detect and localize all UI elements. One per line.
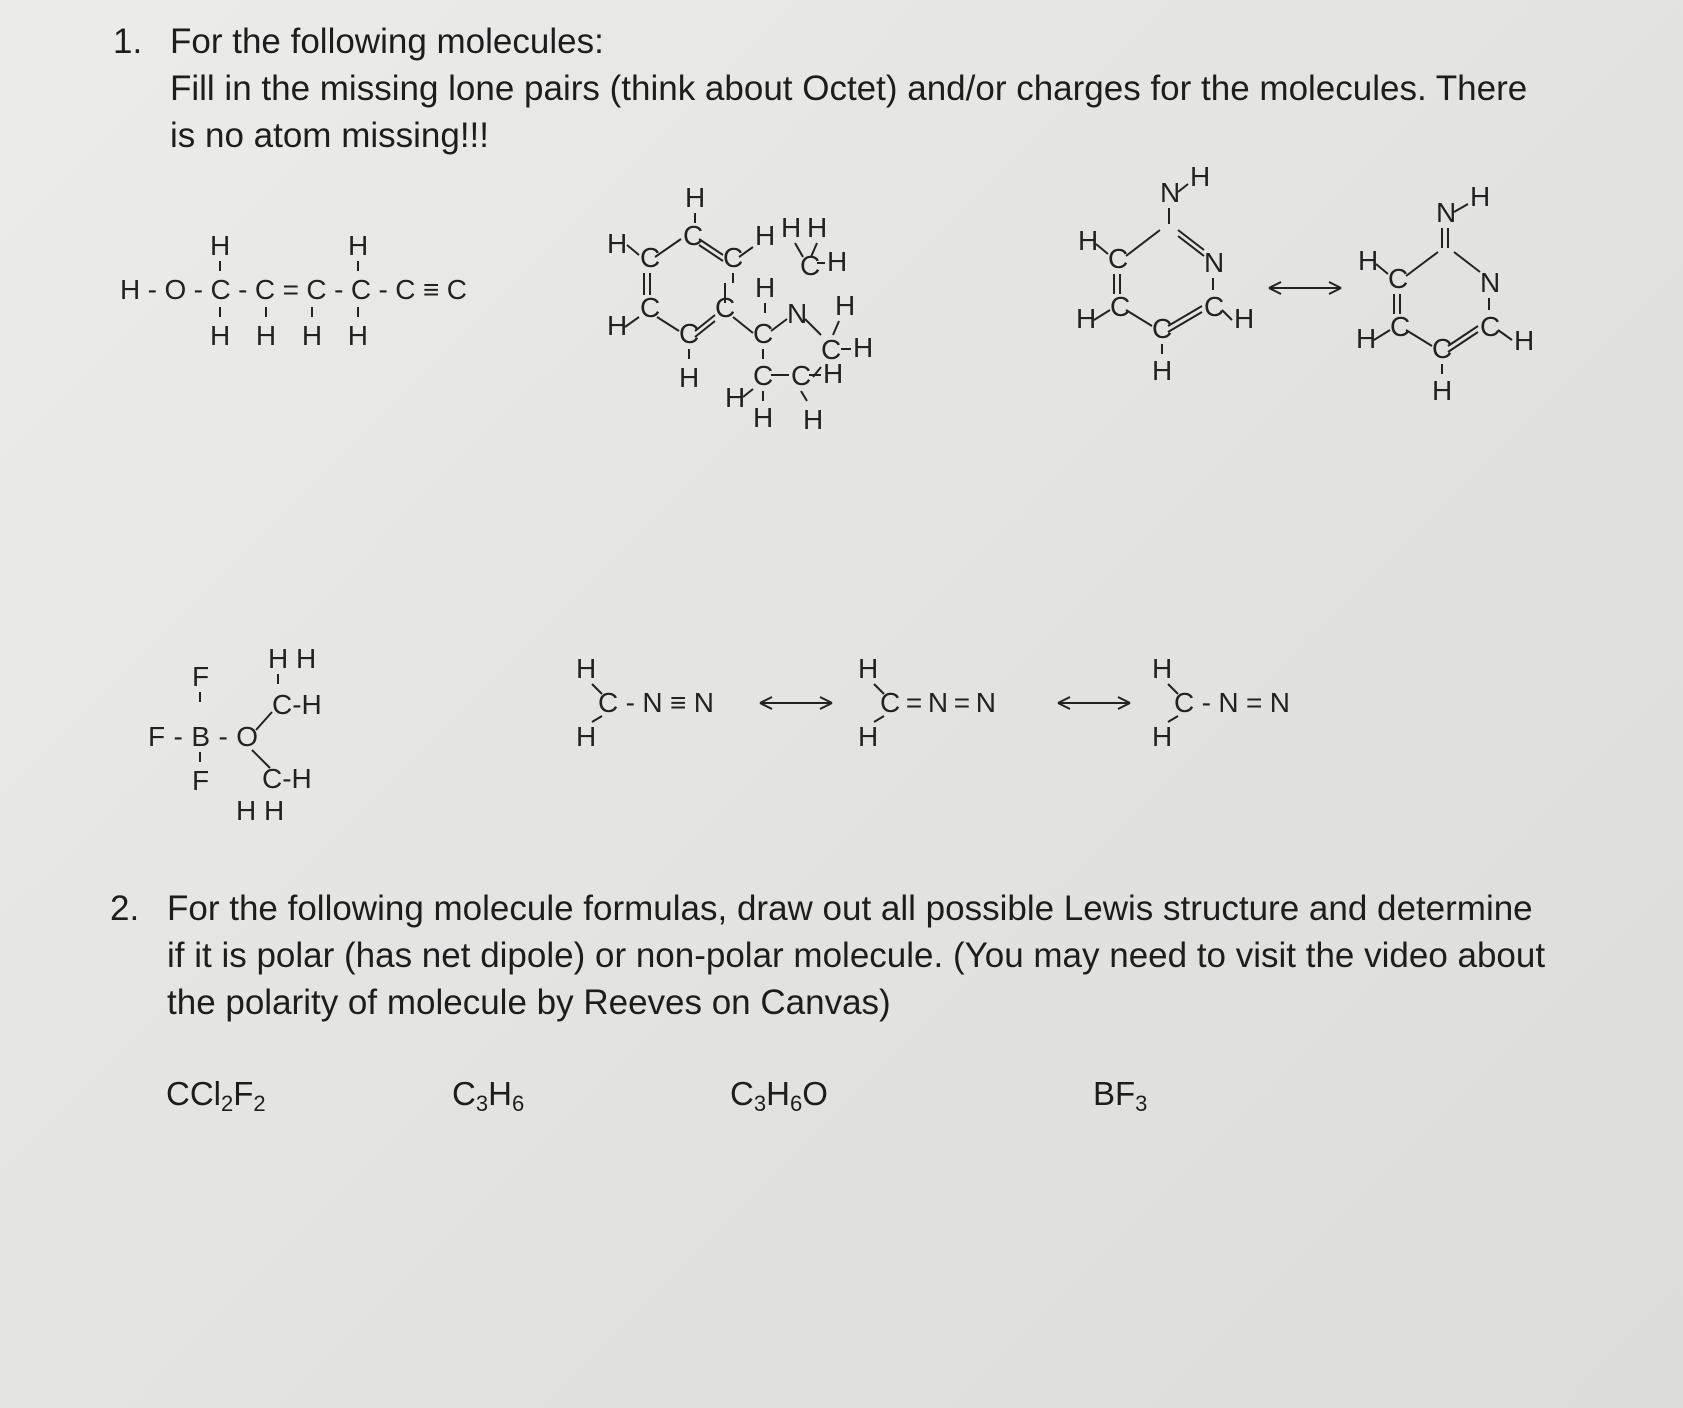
atom-label: C: [1390, 311, 1411, 342]
atom-label: H: [1514, 325, 1535, 356]
diazo-s3-h1: H: [1152, 653, 1173, 684]
atom-label: H: [1358, 245, 1379, 276]
atom-label: H: [1190, 161, 1211, 192]
chain-top-h1: H: [210, 230, 231, 261]
molecule-ring-resonance-2: [1350, 170, 1550, 420]
borate-h-bottom: H H: [236, 795, 285, 826]
atom-label: H: [607, 310, 628, 341]
borate-h-top: H H: [268, 643, 317, 674]
chain-main: H-O-C-C=C-C-C≡C: [120, 274, 467, 305]
question-1-line-2: Fill in the missing lone pairs (think about Octet) and/or charges for the molecules. There: [170, 69, 1528, 108]
atom-label: H: [823, 358, 844, 389]
borate-ch1: C-H: [272, 689, 322, 720]
bond: [1406, 252, 1438, 276]
atom-label: H: [1076, 303, 1097, 334]
atom-label: C: [1204, 291, 1225, 322]
question-1: [113, 18, 1593, 158]
resonance-arrow-ring: [1265, 278, 1345, 298]
atom-label: C: [1110, 291, 1131, 322]
question-2: [110, 885, 1590, 1035]
bond: [1374, 330, 1390, 340]
atom-label: N: [1480, 267, 1501, 298]
diazo-structure-2: C=N=N: [880, 687, 996, 718]
diazo-s2-h1: H: [858, 653, 879, 684]
chain-top-h2: H: [348, 230, 369, 261]
diazo-s2-h2: H: [858, 721, 879, 752]
question-1-text: [170, 18, 1527, 159]
atom-label: H: [679, 362, 700, 393]
question-2-line-3: the polarity of molecule by Reeves on Canvas): [167, 983, 891, 1022]
question-2-text: [167, 885, 1545, 1026]
atom-label: C: [1388, 263, 1409, 294]
borate-ch2: C-H: [262, 763, 312, 794]
atom-label: H: [1356, 323, 1377, 354]
atom-label: N: [1436, 197, 1457, 228]
atom-label: H: [607, 228, 628, 259]
atom-label: H: [803, 404, 824, 435]
question-1-line-3: is no atom missing!!!: [170, 116, 489, 155]
question-2-line-1: For the following molecule formulas, draw out all possible Lewis structure and determine: [167, 889, 1533, 928]
atom-label: H: [1470, 181, 1491, 212]
atom-label: C: [723, 242, 744, 273]
atom-label: H: [753, 402, 774, 433]
diazo-s3-h2: H: [1152, 721, 1173, 752]
bond: [627, 245, 639, 255]
atom-label: H: [755, 220, 776, 251]
borate-f-top: F: [192, 661, 210, 692]
atom-label: C: [791, 360, 812, 391]
atom-label: N: [787, 298, 808, 329]
atom-label: C: [715, 292, 736, 323]
bond: [771, 319, 787, 331]
question-1-line-1: For the following molecules:: [170, 22, 604, 61]
formula-c3h6o: $C_3H_6O$: [730, 1075, 828, 1116]
atom-label: C: [1108, 243, 1129, 274]
atom-label: C: [640, 292, 661, 323]
diazo-structure-3: C-N=N: [1174, 687, 1290, 718]
atom-label: C: [753, 318, 774, 349]
atom-label: H: [807, 212, 828, 243]
molecule-chain: [110, 225, 470, 355]
molecule-bicyclic: [595, 175, 895, 445]
atom-label: H: [1078, 225, 1099, 256]
atom-label: H: [853, 332, 874, 363]
atom-label: H: [685, 182, 706, 213]
atom-label: N: [1204, 247, 1225, 278]
atom-label: C: [640, 242, 661, 273]
atom-label: H: [827, 246, 848, 277]
bond: [1094, 310, 1110, 320]
atom-label: C: [1480, 311, 1501, 342]
diazo-s1-h2: H: [576, 721, 597, 752]
atom-label: H: [835, 290, 856, 321]
question-2-number: 2.: [110, 889, 140, 928]
borate-f-bottom: F: [192, 765, 210, 796]
bond: [256, 712, 272, 730]
formula-bf3: $BF_3$: [1093, 1075, 1148, 1116]
bond: [1454, 252, 1480, 272]
bond: [801, 391, 807, 401]
borate-f-left: F-B-O: [148, 721, 258, 752]
atom-label: C: [753, 360, 774, 391]
atom-label: N: [1160, 177, 1181, 208]
bond: [1126, 230, 1160, 256]
question-1-number: 1.: [113, 22, 143, 61]
molecule-diazo: [570, 650, 1310, 760]
bond: [657, 317, 679, 331]
atom-label: H: [1234, 303, 1255, 334]
atom-label: C: [683, 220, 704, 251]
formula-ccl2f2: $CCl_2F_2$: [166, 1075, 266, 1116]
chain-bottom: H H H H: [210, 320, 368, 351]
question-2-line-2: if it is polar (has net dipole) or non-polar molecule. (You may need to visit the video about: [167, 936, 1546, 975]
atom-label: C: [821, 334, 842, 365]
bond: [733, 317, 753, 333]
molecule-borate: [148, 640, 358, 840]
atom-label: C: [800, 250, 821, 281]
atom-label: H: [725, 382, 746, 413]
atom-label: H: [781, 212, 802, 243]
atom-label: H: [1432, 375, 1453, 406]
atom-label: H: [1152, 355, 1173, 386]
atom-label: C: [679, 318, 700, 349]
molecule-ring-resonance-1: [1070, 150, 1270, 400]
diazo-s1-h1: H: [576, 653, 597, 684]
bond: [805, 319, 821, 335]
atom-label: C: [1152, 313, 1173, 344]
formula-c3h6: $C_3H_6$: [452, 1075, 525, 1116]
diazo-structure-1: C-N≡N: [598, 687, 714, 718]
atom-label: H: [755, 272, 776, 303]
bond: [833, 321, 839, 335]
atom-label: C: [1432, 333, 1453, 364]
